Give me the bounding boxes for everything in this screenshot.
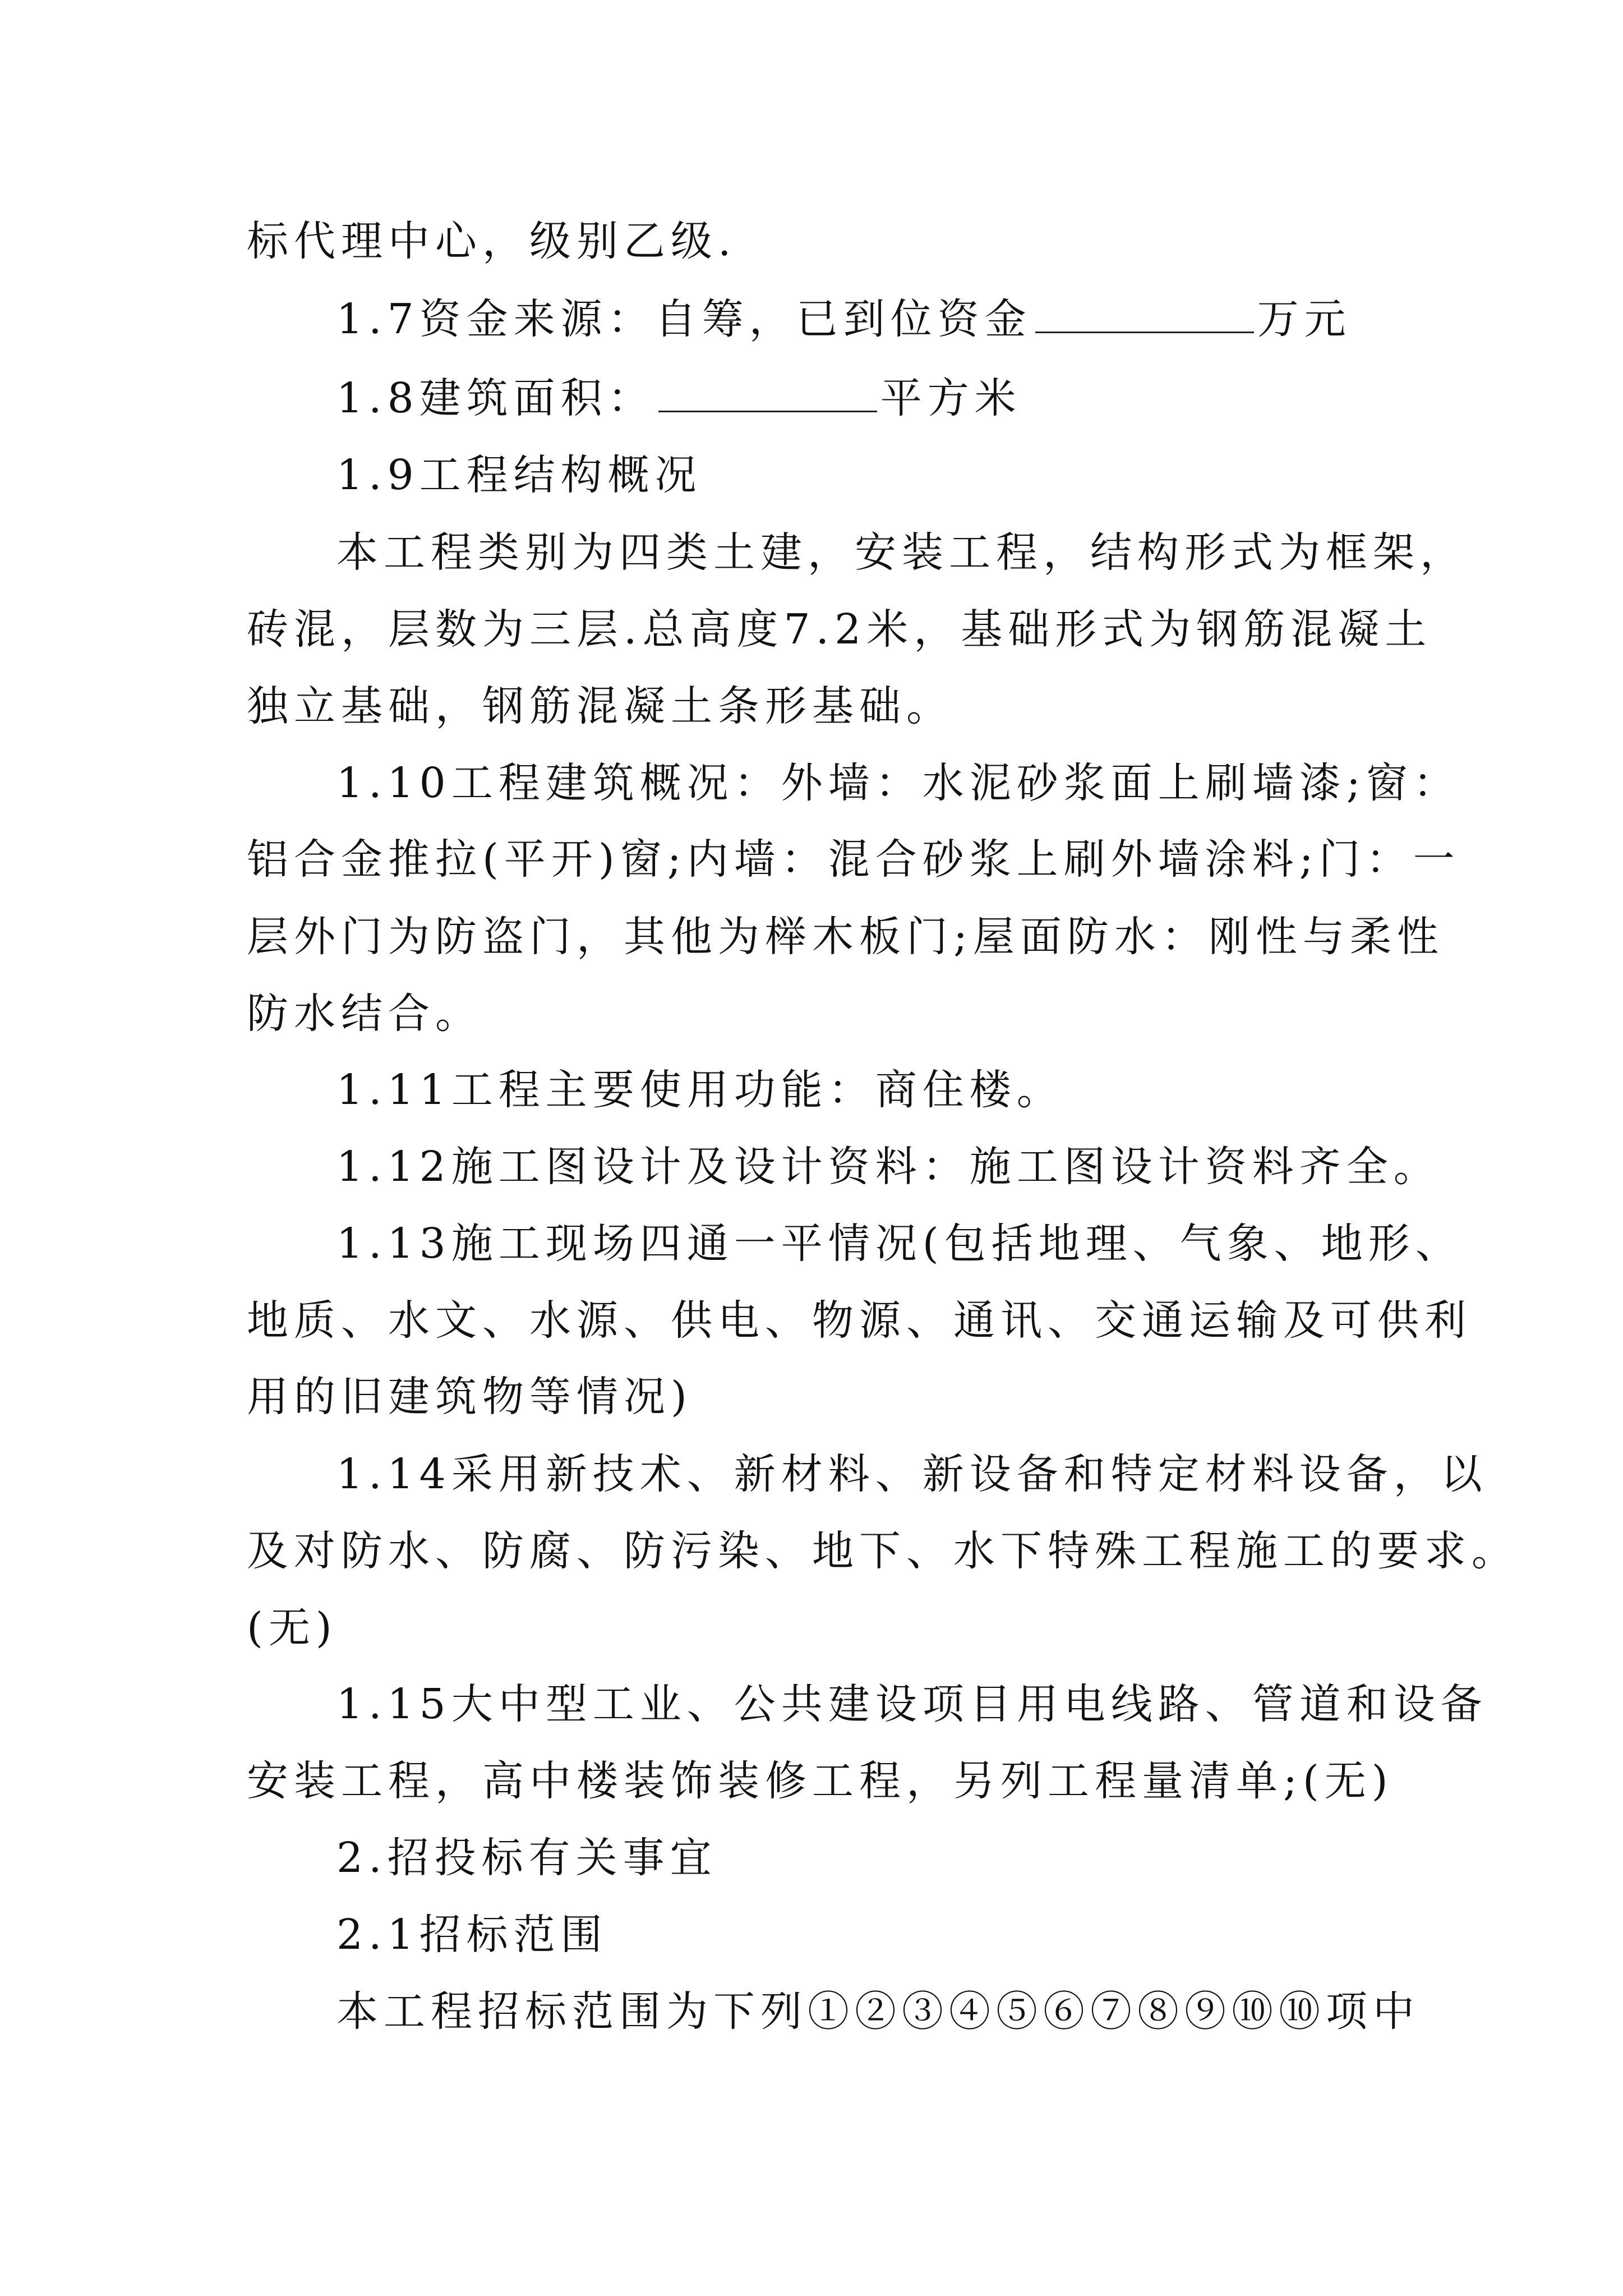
paragraph-line: 安装工程，高中楼装饰装修工程，另列工程量清单;(无) xyxy=(247,1757,1394,1805)
paragraph-line: 独立基础，钢筋混凝土条形基础。 xyxy=(247,682,953,730)
paragraph-line: 1.11工程主要使用功能：商住楼。 xyxy=(336,1066,1064,1114)
paragraph-line: 1.12施工图设计及设计资料：施工图设计资料齐全。 xyxy=(336,1143,1441,1191)
building-area-blank xyxy=(658,377,877,412)
paragraph-line: 层外门为防盗门，其他为榉木板门;屋面防水：刚性与柔性 xyxy=(247,913,1444,961)
section-heading: 2.1招标范围 xyxy=(336,1911,608,1959)
paragraph-line: 铝合金推拉(平开)窗;内墙：混合砂浆上刷外墙涂料;门：一 xyxy=(247,835,1460,884)
paragraph-line: 及对防水、防腐、防污染、地下、水下特殊工程施工的要求。 xyxy=(247,1527,1519,1575)
paragraph-line: 本工程类别为四类土建，安装工程，结构形式为框架， xyxy=(336,528,1467,577)
building-area-unit: 平方米 xyxy=(880,374,1022,422)
funding-source-label: 1.7资金来源：自筹，已到位资金 xyxy=(336,295,1032,343)
funding-unit: 万元 xyxy=(1257,295,1352,343)
paragraph-line: 1.13施工现场四通一平情况(包括地理、气象、地形、 xyxy=(336,1220,1463,1268)
paragraph-line: 1.15大中型工业、公共建设项目用电线路、管道和设备 xyxy=(336,1680,1488,1728)
paragraph-line: (无) xyxy=(247,1604,338,1652)
paragraph-line: 本工程招标范围为下列①②③④⑤⑥⑦⑧⑨⑩⑩项中 xyxy=(336,1987,1420,2036)
section-heading: 1.9工程结构概况 xyxy=(336,451,702,499)
paragraph-line: 1.10工程建筑概况：外墙：水泥砂浆面上刷墙漆;窗： xyxy=(336,759,1460,807)
text-line: 标代理中心，级别乙级. xyxy=(247,217,737,265)
building-area-label: 1.8建筑面积： xyxy=(336,374,655,422)
building-area-line xyxy=(336,370,1391,426)
funding-amount-blank xyxy=(1035,298,1254,333)
paragraph-line: 用的旧建筑物等情况) xyxy=(247,1373,693,1421)
section-heading: 2.招投标有关事宜 xyxy=(336,1834,717,1882)
funding-source-line xyxy=(336,291,1391,347)
paragraph-line: 砖混，层数为三层.总高度7.2米，基础形式为钢筋混凝土 xyxy=(247,605,1432,654)
paragraph-line: 地质、水文、水源、供电、物源、通讯、交通运输及可供利 xyxy=(247,1296,1472,1345)
paragraph-line: 1.14采用新技术、新材料、新设备和特定材料设备，以 xyxy=(336,1450,1488,1498)
paragraph-line: 防水结合。 xyxy=(247,990,482,1038)
